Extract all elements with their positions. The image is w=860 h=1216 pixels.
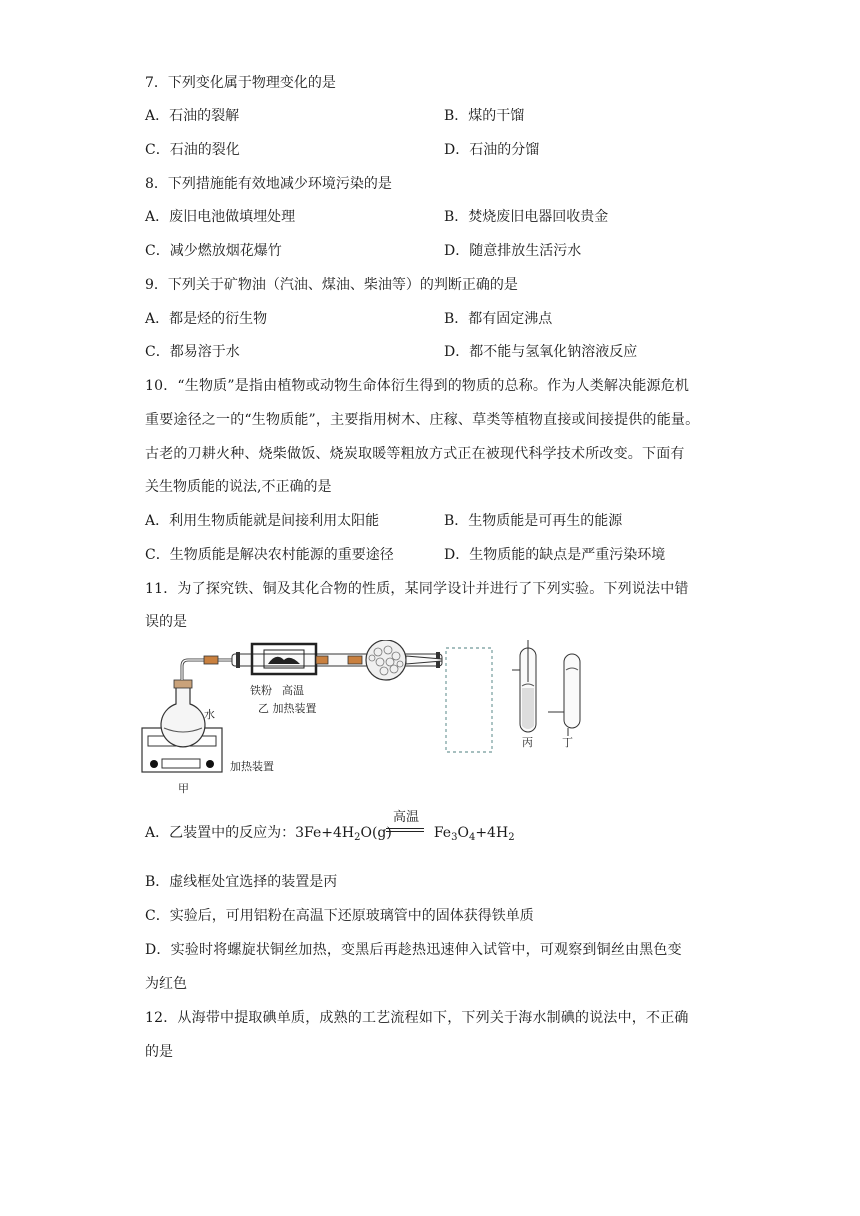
dashed-placeholder-box bbox=[446, 648, 492, 752]
q12-line-1: 12．从海带中提取碘单质，成熟的工艺流程如下，下列关于海水制碘的说法中，不正确 bbox=[145, 1010, 689, 1026]
q10-line-1: 10．“生物质”是指由植物或动物生命体衍生得到的物质的总称。作为人类解决能源危机 bbox=[145, 378, 690, 394]
q7-option-c: C．石油的裂化 bbox=[145, 142, 240, 158]
q11-option-d-line-1: D．实验时将螺旋状铜丝加热，变黑后再趁热迅速伸入试管中，可观察到铜丝由黑色变 bbox=[145, 942, 682, 958]
q8-option-c: C．减少燃放烟花爆竹 bbox=[145, 243, 282, 259]
flask bbox=[161, 686, 205, 747]
label-jia: 甲 bbox=[178, 782, 189, 795]
q8-option-a: A．废旧电池做填埋处理 bbox=[145, 209, 296, 225]
ding-test-tube bbox=[564, 654, 580, 728]
q10-option-c: C．生物质能是解决农村能源的重要途径 bbox=[145, 547, 394, 563]
q11-a-prod-h: +4H bbox=[475, 825, 509, 841]
q8-stem: 8．下列措施能有效地减少环境污染的是 bbox=[145, 176, 392, 192]
subscript-h2: 2 bbox=[508, 832, 515, 843]
q7-stem: 7．下列变化属于物理变化的是 bbox=[145, 75, 336, 91]
heater-knob-right bbox=[206, 760, 214, 768]
q10-line-4: 关生物质能的说法,不正确的是 bbox=[145, 479, 332, 495]
equation-condition: 高温 bbox=[393, 810, 420, 825]
q10-option-d: D．生物质能的缺点是严重污染环境 bbox=[444, 547, 666, 563]
q9-option-d: D．都不能与氢氧化钠溶液反应 bbox=[444, 344, 638, 360]
rubber-joint-2 bbox=[316, 656, 328, 664]
q9-stem: 9．下列关于矿物油（汽油、煤油、柴油等）的判断正确的是 bbox=[145, 277, 518, 293]
label-bing: 丙 bbox=[522, 736, 533, 749]
q8-option-d: D．随意排放生活污水 bbox=[444, 243, 582, 259]
label-ding: 丁 bbox=[562, 736, 573, 749]
subscript-fe3: 3 bbox=[451, 832, 458, 843]
q10-line-2: 重要途径之一的“生物质能”，主要指用树木、庄稼、草类等植物直接或间接提供的能量。 bbox=[145, 412, 700, 428]
heater-display bbox=[162, 759, 200, 768]
q7-option-b: B．煤的干馏 bbox=[444, 108, 525, 124]
q9-option-a: A．都是烃的衍生物 bbox=[145, 311, 268, 327]
label-water: 水 bbox=[204, 708, 215, 721]
equation-double-bar bbox=[386, 828, 424, 832]
q10-line-3: 古老的刀耕火种、烧柴做饭、烧炭取暖等粗放方式正在被现代科学技术所改变。下面有 bbox=[145, 446, 685, 462]
q12-line-2: 的是 bbox=[145, 1044, 173, 1060]
q9-option-c: C．都易溶于水 bbox=[145, 344, 240, 360]
subscript-h2o: 2 bbox=[354, 832, 361, 843]
q11-a-mid: O(g) bbox=[360, 825, 392, 841]
q8-option-b: B．焚烧废旧电器回收贵金 bbox=[444, 209, 609, 225]
tube-plug-left bbox=[236, 652, 240, 668]
q9-option-b: B．都有固定沸点 bbox=[444, 311, 553, 327]
subscript-o4: 4 bbox=[468, 832, 476, 843]
q10-option-a: A．利用生物质能就是间接利用太阳能 bbox=[145, 513, 380, 529]
q11-line-2: 误的是 bbox=[145, 614, 187, 630]
q11-option-b: B．虚线框处宜选择的装置是丙 bbox=[145, 874, 338, 890]
q7-option-a: A．石油的裂解 bbox=[145, 108, 240, 124]
q11-a-prefix: A．乙装置中的反应为：3Fe+4H bbox=[145, 825, 355, 841]
q11-option-a bbox=[145, 823, 515, 848]
rubber-joint-1 bbox=[204, 656, 218, 664]
q11-option-d-line-2: 为红色 bbox=[145, 976, 187, 992]
q11-option-c: C．实验后，可用铝粉在高温下还原玻璃管中的固体获得铁单质 bbox=[145, 908, 534, 924]
label-high-temp: 高温 bbox=[282, 684, 304, 697]
q7-option-d: D．石油的分馏 bbox=[444, 142, 540, 158]
q11-a-prod-o: O bbox=[457, 825, 469, 841]
label-iron-powder: 铁粉 bbox=[250, 684, 272, 697]
q10-option-b: B．生物质能是可再生的能源 bbox=[444, 513, 623, 529]
apparatus-figure bbox=[140, 640, 610, 800]
label-yi-heating: 乙 加热装置 bbox=[258, 702, 317, 715]
label-heating-device: 加热装置 bbox=[230, 760, 274, 773]
q11-a-prod-fe: Fe bbox=[433, 825, 452, 841]
rubber-joint-3 bbox=[348, 656, 362, 664]
heater-knob-left bbox=[150, 760, 158, 768]
q11-line-1: 11．为了探究铁、铜及其化合物的性质，某同学设计并进行了下列实验。下列说法中错 bbox=[145, 581, 689, 597]
flask-stopper bbox=[174, 680, 192, 688]
